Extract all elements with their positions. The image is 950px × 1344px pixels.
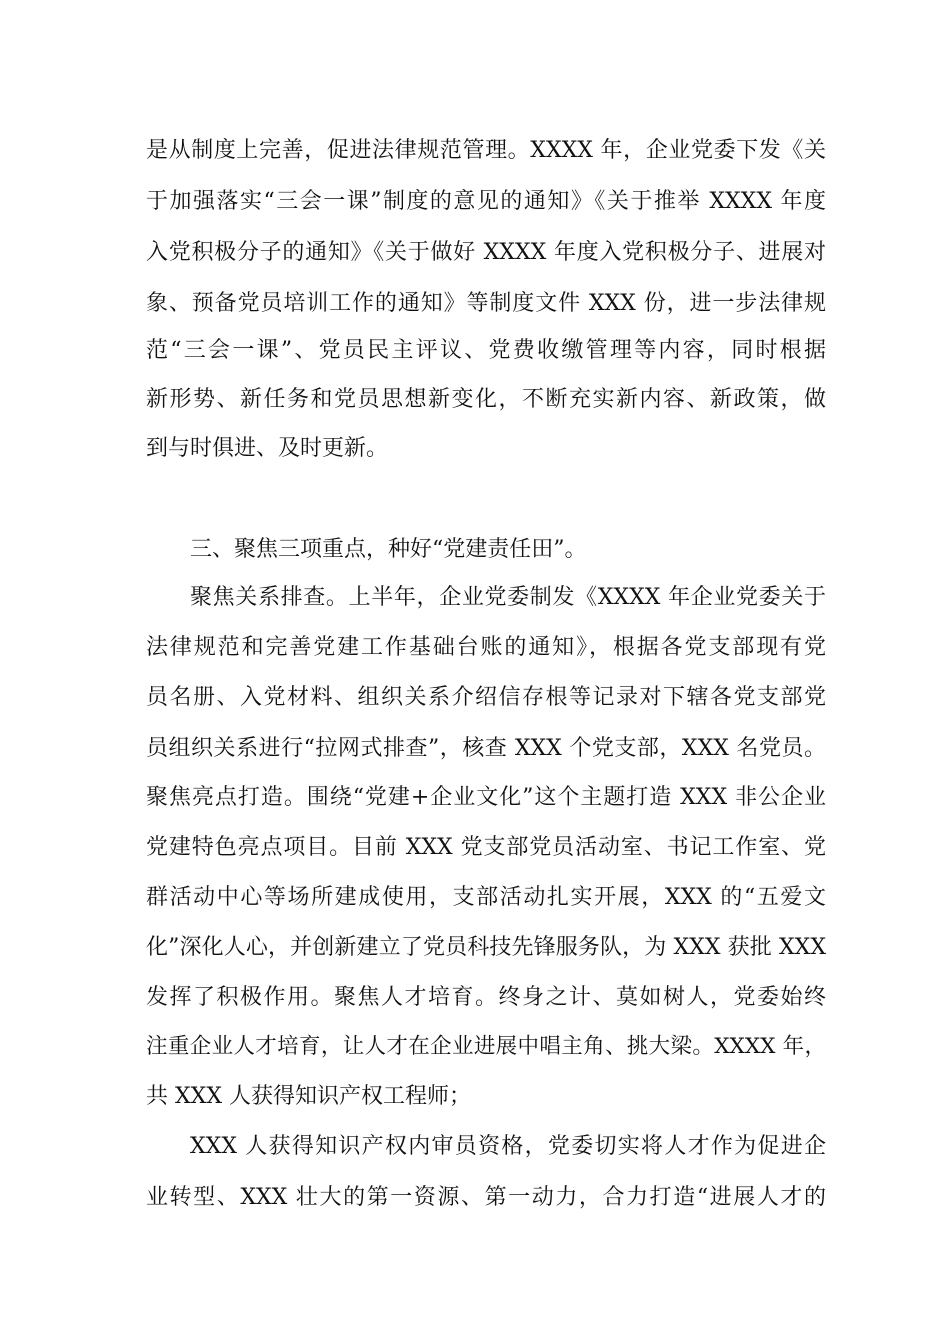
text-line: 注重企业人才培育，让人才在企业进展中唱主角、挑大梁。XXXX 年， — [146, 1034, 826, 1059]
text-line: 共 XXX 人获得知识产权工程师； — [146, 1084, 471, 1109]
text-line: 入党积极分子的通知》《关于做好 XXXX 年度入党积极分子、进展对 — [146, 240, 826, 265]
text-line: 群活动中心等场所建成使用，支部活动扎实开展，XXX 的“五爱文 — [146, 885, 826, 910]
text-line: 业转型、XXX 壮大的第一资源、第一动力，合力打造“进展人才的 — [146, 1185, 826, 1210]
text-line: 发挥了积极作用。聚焦人才培育。终身之计、莫如树人，党委始终 — [146, 985, 826, 1010]
text-line: XXX 人获得知识产权内审员资格，党委切实将人才作为促进企 — [190, 1134, 826, 1159]
text-line: 员组织关系进行“拉网式排查”，核查 XXX 个党支部，XXX 名党员。 — [146, 736, 826, 761]
text-line: 法律规范和完善党建工作基础台账的通知》，根据各党支部现有党 — [146, 635, 826, 660]
text-line: 范“三会一课”、党员民主评议、党费收缴管理等内容，同时根据 — [146, 338, 826, 363]
text-line: 到与时俱进、及时更新。 — [146, 436, 389, 461]
text-line: 聚焦关系排查。上半年，企业党委制发《XXXX 年企业党委关于 — [190, 585, 826, 610]
section-heading: 三、聚焦三项重点，种好“党建责任田”。 — [190, 537, 587, 562]
text-line: 员名册、入党材料、组织关系介绍信存根等记录对下辖各党支部党 — [146, 685, 826, 710]
text-line: 新形势、新任务和党员思想新变化，不断充实新内容、新政策，做 — [146, 387, 826, 412]
text-line: 于加强落实“三会一课”制度的意见的通知》《关于推举 XXXX 年度 — [146, 189, 826, 214]
text-line: 化”深化人心，并创新建立了党员科技先锋服务队，为 XXX 获批 XXX — [146, 935, 826, 960]
text-line: 象、预备党员培训工作的通知》等制度文件 XXX 份，进一步法律规 — [146, 291, 826, 316]
text-line: 是从制度上完善，促进法律规范管理。XXXX 年，企业党委下发《关 — [146, 138, 826, 163]
text-line: 党建特色亮点项目。目前 XXX 党支部党员活动室、书记工作室、党 — [146, 835, 826, 860]
text-line: 聚焦亮点打造。围绕“党建+企业文化”这个主题打造 XXX 非公企业 — [146, 785, 826, 810]
